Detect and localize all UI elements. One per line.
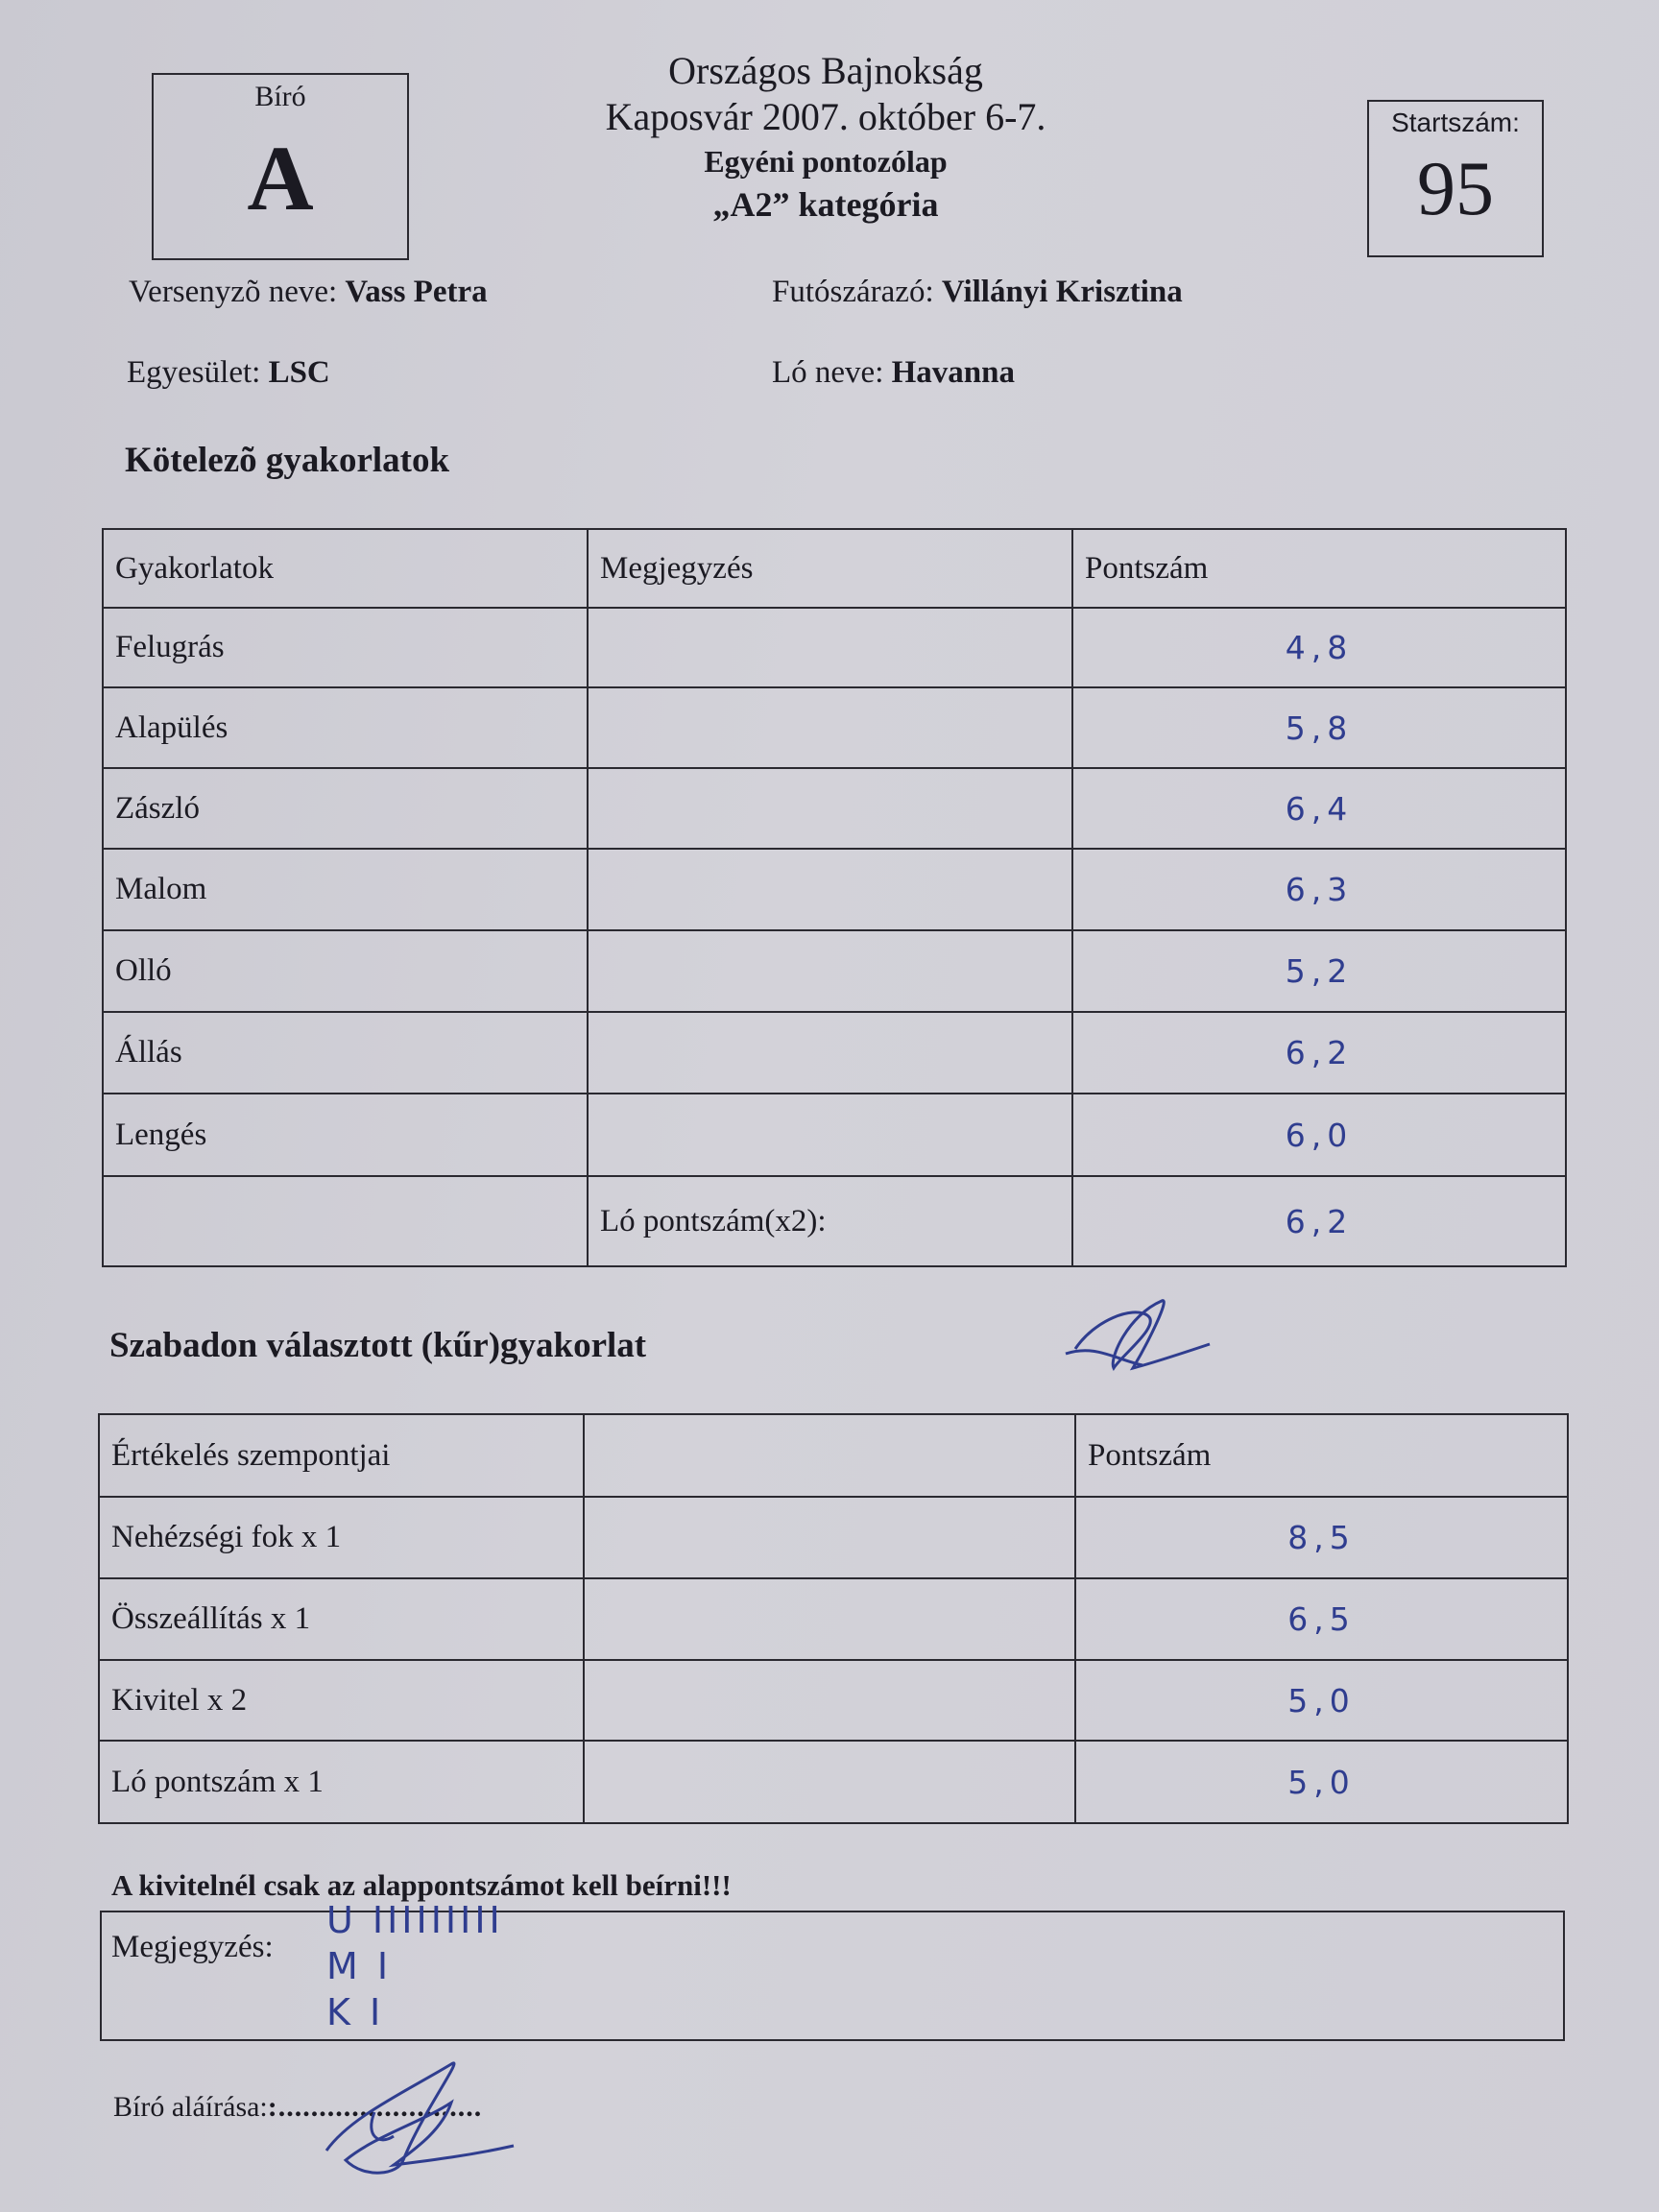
table-row: [103, 768, 1566, 849]
competitor-line: [129, 275, 488, 310]
exercise-score[interactable]: 6,2: [1072, 1012, 1566, 1094]
exercise-score[interactable]: 4,8: [1072, 608, 1566, 687]
table-row: [103, 1094, 1566, 1176]
exercise-note[interactable]: [588, 1012, 1072, 1094]
exercise-score[interactable]: 5,2: [1072, 930, 1566, 1012]
header: [480, 48, 1171, 227]
competitor-label: Versenyzõ neve:: [129, 275, 338, 309]
criteria-name: Összeállítás x 1: [99, 1578, 584, 1660]
horse-score-row: [103, 1176, 1566, 1266]
remarks-label: Megjegyzés:: [111, 1930, 274, 1964]
horse-line: [772, 355, 1015, 391]
criteria-name: Nehézségi fok x 1: [99, 1497, 584, 1578]
criteria-score[interactable]: 6,5: [1075, 1578, 1568, 1660]
col-header-score: Pontszám: [1075, 1414, 1568, 1497]
col-header-score: Pontszám: [1072, 529, 1566, 608]
exercise-score[interactable]: 6,0: [1072, 1094, 1566, 1176]
exercise-note[interactable]: [588, 608, 1072, 687]
judge-box: [152, 73, 409, 260]
exercise-note[interactable]: [588, 849, 1072, 930]
exercise-name: Alapülés: [103, 687, 588, 768]
execution-warning: A kivitelnél csak az alappontszámot kell beírni!!!: [111, 1868, 732, 1902]
table-row: [103, 1012, 1566, 1094]
table-row: [99, 1578, 1568, 1660]
table-row: [103, 687, 1566, 768]
exercise-score[interactable]: 6,4: [1072, 768, 1566, 849]
club-label: Egyesület:: [127, 355, 261, 390]
remarks-box[interactable]: [100, 1911, 1565, 2041]
signature-dots: :.........................: [267, 2091, 483, 2123]
lunger-value: Villányi Krisztina: [941, 275, 1183, 309]
remarks-hand-line: U IIIIIIIII: [326, 1899, 504, 1941]
header-location-date: Kaposvár 2007. október 6-7.: [605, 95, 1046, 138]
horse-score-value[interactable]: 6,2: [1072, 1176, 1566, 1266]
exercise-score[interactable]: 6,3: [1072, 849, 1566, 930]
horse-label: Ló neve:: [772, 355, 884, 390]
exercise-note[interactable]: [588, 1094, 1072, 1176]
exercise-score[interactable]: 5,8: [1072, 687, 1566, 768]
judge-label: Bíró: [254, 81, 306, 112]
horse-score-label: Ló pontszám(x2):: [588, 1176, 1072, 1266]
judge-letter: A: [247, 127, 314, 229]
table-row: [99, 1660, 1568, 1741]
exercise-name: Zászló: [103, 768, 588, 849]
exercise-name: Lengés: [103, 1094, 588, 1176]
exercise-name: Malom: [103, 849, 588, 930]
header-sheet-type: Egyéni pontozólap: [704, 144, 948, 179]
lunger-line: [772, 275, 1183, 310]
header-title: Országos Bajnokság: [668, 49, 983, 92]
section1-title: Kötelezõ gyakorlatok: [125, 441, 450, 480]
criteria-name: Kivitel x 2: [99, 1660, 584, 1741]
criteria-note[interactable]: [584, 1578, 1075, 1660]
exercise-name: Felugrás: [103, 608, 588, 687]
remarks-handwriting: [326, 1897, 504, 2035]
exercise-name: Állás: [103, 1012, 588, 1094]
signature-label: Bíró aláírása:: [113, 2091, 268, 2123]
club-value: LSC: [268, 355, 330, 390]
club-line: [127, 355, 330, 391]
exercise-note[interactable]: [588, 930, 1072, 1012]
lunger-label: Futószárazó:: [772, 275, 934, 309]
freestyle-table: [98, 1413, 1569, 1824]
remarks-hand-line: M I: [326, 1945, 393, 1987]
criteria-score[interactable]: 5,0: [1075, 1660, 1568, 1741]
judge-initials: [1056, 1277, 1229, 1382]
horse-value: Havanna: [891, 355, 1015, 390]
criteria-note[interactable]: [584, 1497, 1075, 1578]
table-header-row: [99, 1414, 1568, 1497]
col-header-blank: [584, 1414, 1075, 1497]
section2-title: Szabadon választott (kűr)gyakorlat: [109, 1326, 647, 1365]
criteria-name: Ló pontszám x 1: [99, 1741, 584, 1823]
start-number-value: 95: [1417, 147, 1494, 231]
col-header-exercises: Gyakorlatok: [103, 529, 588, 608]
col-header-criteria: Értékelés szempontjai: [99, 1414, 584, 1497]
criteria-note[interactable]: [584, 1660, 1075, 1741]
judge-signature: [307, 2045, 528, 2189]
exercise-name: Olló: [103, 930, 588, 1012]
competitor-value: Vass Petra: [345, 275, 488, 309]
col-header-remark: Megjegyzés: [588, 529, 1072, 608]
table-row: [99, 1497, 1568, 1578]
header-category: „A2” kategória: [712, 185, 939, 224]
criteria-note[interactable]: [584, 1741, 1075, 1823]
table-row: [99, 1741, 1568, 1823]
criteria-score[interactable]: 5,0: [1075, 1741, 1568, 1823]
table-row: [103, 608, 1566, 687]
table-header-row: [103, 529, 1566, 608]
compulsory-table: [102, 528, 1567, 1267]
table-row: [103, 930, 1566, 1012]
horse-row-empty: [103, 1176, 588, 1266]
exercise-note[interactable]: [588, 768, 1072, 849]
remarks-hand-line: K I: [326, 1991, 385, 2033]
start-number-box: [1367, 100, 1544, 257]
table-row: [103, 849, 1566, 930]
criteria-score[interactable]: 8,5: [1075, 1497, 1568, 1578]
exercise-note[interactable]: [588, 687, 1072, 768]
start-number-label: Startszám:: [1391, 108, 1520, 137]
